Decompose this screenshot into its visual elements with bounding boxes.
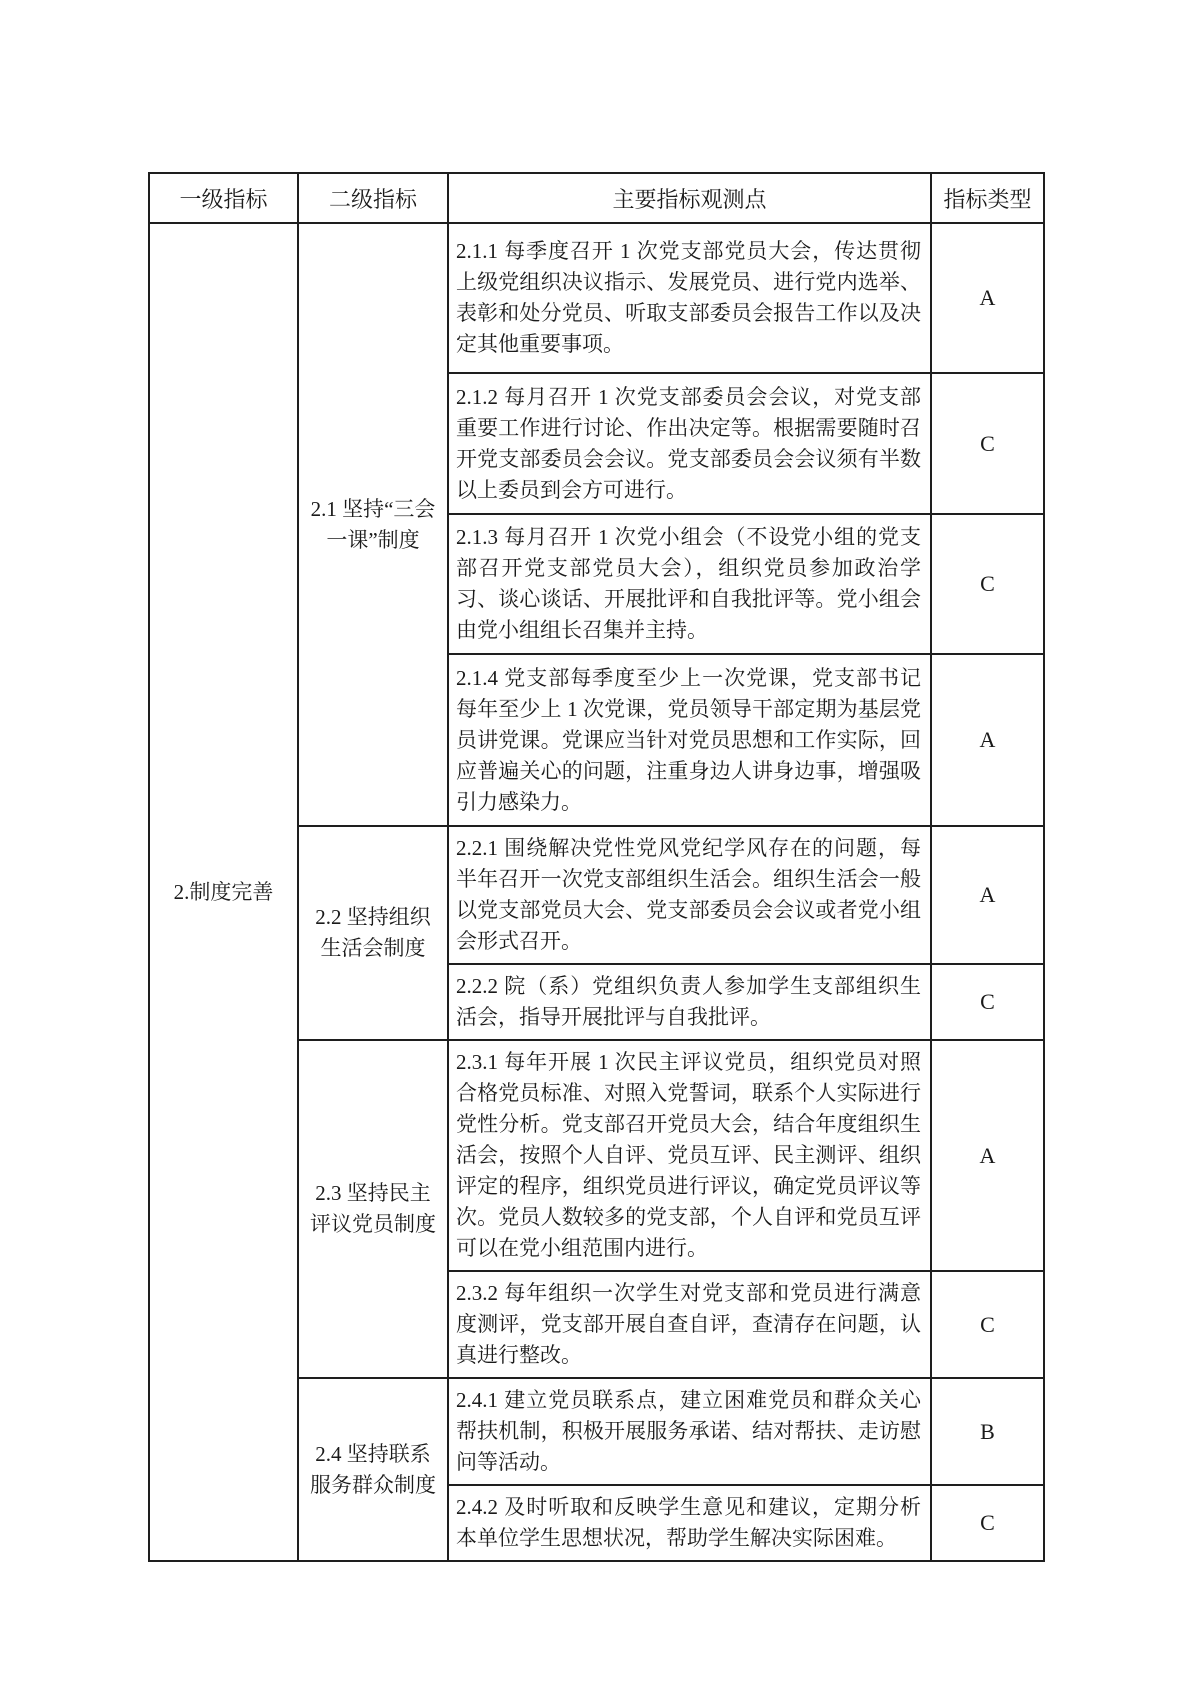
type-cell-2-3-2: C	[931, 1271, 1044, 1378]
observation-cell-2-3-2: 2.3.2 每年组织一次学生对党支部和党员进行满意度测评，党支部开展自查自评，查清存在问题，认真进行整改。	[448, 1271, 931, 1378]
table-row	[149, 223, 1044, 373]
observation-cell-2-4-1: 2.4.1 建立党员联系点，建立困难党员和群众关心帮扶机制，积极开展服务承诺、结对帮扶、走访慰问等活动。	[448, 1378, 931, 1485]
type-cell-2-1-1: A	[931, 223, 1044, 373]
type-cell-2-4-2: C	[931, 1485, 1044, 1561]
type-cell-2-3-1: A	[931, 1040, 1044, 1271]
observation-cell-2-1-3: 2.1.3 每月召开 1 次党小组会（不设党小组的党支部召开党支部党员大会），组织党员参加政治学习、谈心谈话、开展批评和自我批评等。党小组会由党小组组长召集并主持。	[448, 514, 931, 654]
level2-cell-2-3: 2.3 坚持民主评议党员制度	[298, 1040, 448, 1378]
header-cell-observation-points: 主要指标观测点	[448, 173, 931, 223]
observation-cell-2-3-1: 2.3.1 每年开展 1 次民主评议党员，组织党员对照合格党员标准、对照入党誓词，联系个人实际进行党性分析。党支部召开党员大会，结合年度组织生活会，按照个人自评、党员互评、民主测评、组织评定的程序，组织党员进行评议，确定党员评议等次。党员人数较多的党支部，个人自评和党员互评可以在党小组范围内进行。	[448, 1040, 931, 1271]
level2-cell-2-4: 2.4 坚持联系服务群众制度	[298, 1378, 448, 1561]
observation-cell-2-4-2: 2.4.2 及时听取和反映学生意见和建议，定期分析本单位学生思想状况，帮助学生解决实际困难。	[448, 1485, 931, 1561]
level1-indicator-cell: 2.制度完善	[149, 223, 298, 1561]
type-cell-2-1-4: A	[931, 654, 1044, 826]
header-cell-indicator-type: 指标类型	[931, 173, 1044, 223]
level2-cell-2-2: 2.2 坚持组织生活会制度	[298, 826, 448, 1040]
type-cell-2-1-2: C	[931, 373, 1044, 514]
type-cell-2-1-3: C	[931, 514, 1044, 654]
type-cell-2-2-2: C	[931, 964, 1044, 1040]
type-cell-2-4-1: B	[931, 1378, 1044, 1485]
observation-cell-2-1-1: 2.1.1 每季度召开 1 次党支部党员大会，传达贯彻上级党组织决议指示、发展党员、进行党内选举、表彰和处分党员、听取支部委员会报告工作以及决定其他重要事项。	[448, 223, 931, 373]
header-row	[149, 173, 1044, 223]
header-cell-level1-indicator: 一级指标	[149, 173, 298, 223]
observation-cell-2-1-4: 2.1.4 党支部每季度至少上一次党课，党支部书记每年至少上 1 次党课，党员领导干部定期为基层党员讲党课。党课应当针对党员思想和工作实际，回应普遍关心的问题，注重身边人讲身边事，增强吸引力感染力。	[448, 654, 931, 826]
indicator-table	[148, 172, 1045, 1562]
observation-cell-2-2-1: 2.2.1 围绕解决党性党风党纪学风存在的问题，每半年召开一次党支部组织生活会。组织生活会一般以党支部党员大会、党支部委员会会议或者党小组会形式召开。	[448, 826, 931, 964]
observation-cell-2-1-2: 2.1.2 每月召开 1 次党支部委员会会议，对党支部重要工作进行讨论、作出决定等。根据需要随时召开党支部委员会会议。党支部委员会会议须有半数以上委员到会方可进行。	[448, 373, 931, 514]
header-cell-level2-indicator: 二级指标	[298, 173, 448, 223]
observation-cell-2-2-2: 2.2.2 院（系）党组织负责人参加学生支部组织生活会，指导开展批评与自我批评。	[448, 964, 931, 1040]
level2-cell-2-1: 2.1 坚持“三会一课”制度	[298, 223, 448, 826]
type-cell-2-2-1: A	[931, 826, 1044, 964]
